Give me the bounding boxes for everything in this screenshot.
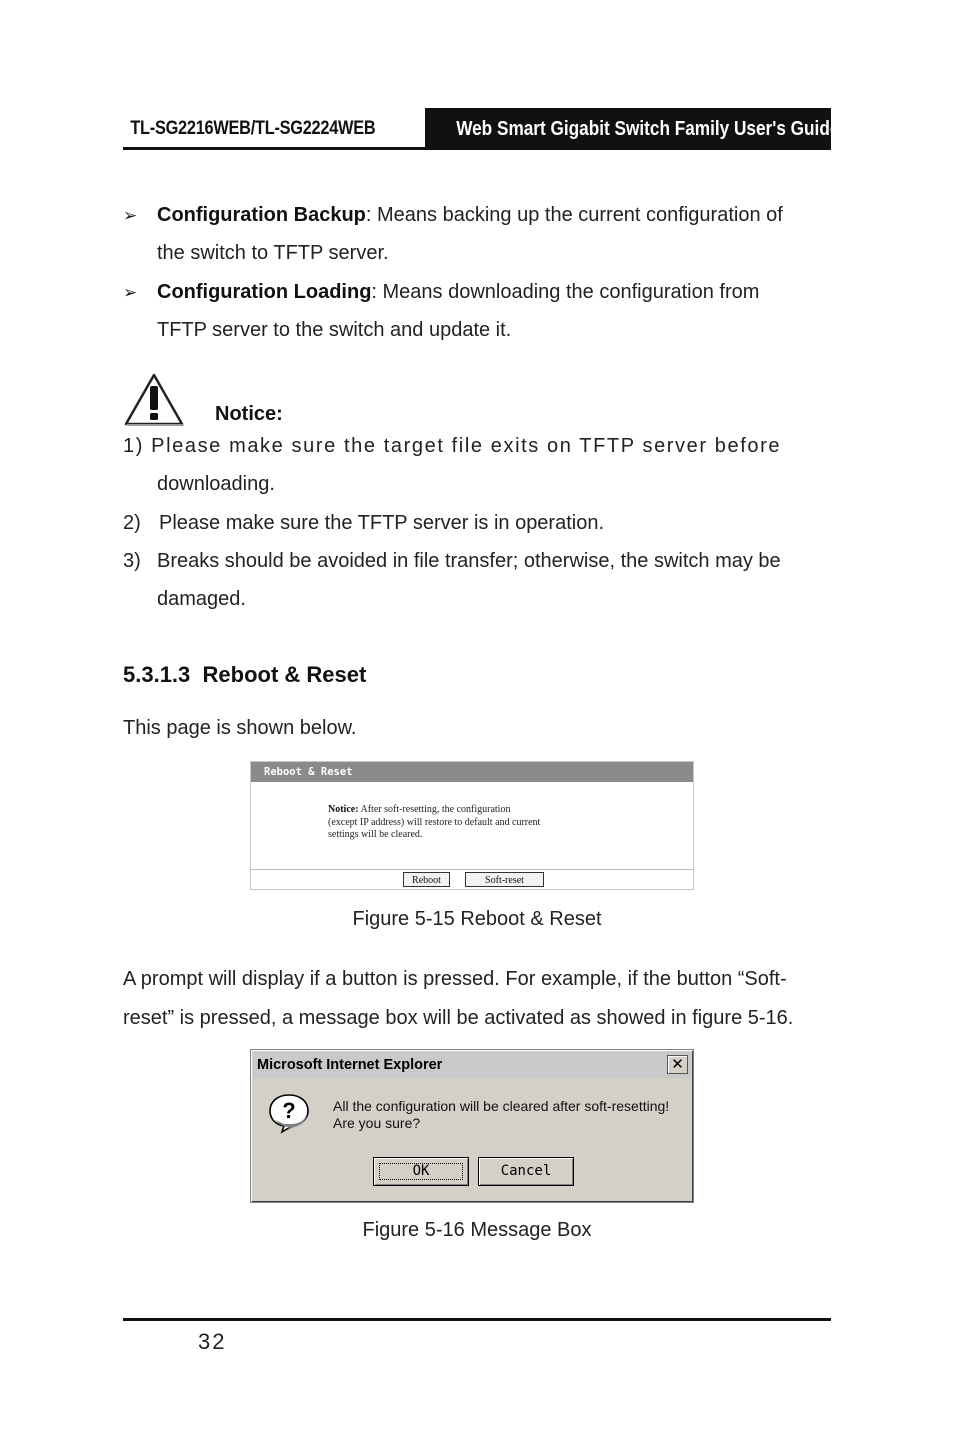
dialog-title: Microsoft Internet Explorer [253, 1052, 691, 1078]
bullet-term: Configuration Loading [157, 281, 372, 303]
panel-divider [251, 869, 693, 870]
cancel-button[interactable]: Cancel [478, 1157, 574, 1186]
question-balloon-icon [267, 1092, 311, 1134]
bullet-continuation: the switch to TFTP server. [157, 242, 389, 264]
reboot-reset-panel [250, 761, 694, 890]
bullet-continuation: TFTP server to the switch and update it. [157, 319, 512, 341]
page-number: 32 [198, 1329, 227, 1354]
dialog-message: All the configuration will be cleared after soft-resetting! Are you sure? [333, 1098, 670, 1131]
notice-item-3-text: Breaks should be avoided in file transfer; otherwise, the switch may be [157, 550, 781, 572]
bullet-arrow-icon: ➢ [123, 206, 138, 225]
footer-rule [123, 1318, 831, 1321]
notice-item-2-text: Please make sure the TFTP server is in operation. [159, 512, 605, 534]
close-icon[interactable]: ✕ [667, 1055, 688, 1074]
notice-item-continuation: downloading. [157, 473, 275, 495]
section-heading: 5.3.1.3 Reboot & Reset [123, 662, 367, 687]
panel-notice: Notice: After soft-resetting, the configuration (except IP address) will restore to default and current settings will be cleared. [328, 804, 541, 840]
figure-caption: Figure 5-16 Message Box [362, 1219, 592, 1241]
message-box-dialog [250, 1049, 694, 1203]
bullet-config-loading: Configuration Loading: Means downloading the configuration from [157, 281, 760, 303]
notice-item-3: 3) [123, 550, 141, 572]
bullet-term: Configuration Backup [157, 204, 366, 226]
notice-item-continuation: damaged. [157, 588, 246, 610]
panel-title-bar: Reboot & Reset [251, 762, 693, 782]
figure-caption: Figure 5-15 Reboot & Reset [352, 908, 602, 930]
bullet-config-backup: Configuration Backup: Means backing up the current configuration of [157, 204, 783, 226]
header-rule [123, 147, 831, 150]
notice-item-2: 2) [123, 512, 141, 534]
header-guide-title: Web Smart Gigabit Switch Family User's Guide [425, 108, 831, 150]
bullet-arrow-icon: ➢ [123, 283, 138, 302]
prompt-paragraph-line: A prompt will display if a button is pressed. For example, if the button “Soft- [123, 968, 787, 990]
notice-item-1: 1) Please make sure the target file exits on TFTP server before [123, 435, 782, 457]
soft-reset-button[interactable]: Soft-reset [465, 872, 544, 887]
section-intro: This page is shown below. [123, 717, 357, 739]
header-model: TL-SG2216WEB/TL-SG2224WEB [130, 118, 376, 139]
warning-triangle-icon [123, 372, 185, 428]
notice-title: Notice: [215, 403, 283, 425]
svg-text:?: ? [282, 1098, 296, 1123]
prompt-paragraph-line: reset” is pressed, a message box will be activated as showed in figure 5-16. [123, 1007, 794, 1029]
ok-button[interactable]: OK [373, 1157, 469, 1186]
reboot-button[interactable]: Reboot [403, 872, 450, 887]
